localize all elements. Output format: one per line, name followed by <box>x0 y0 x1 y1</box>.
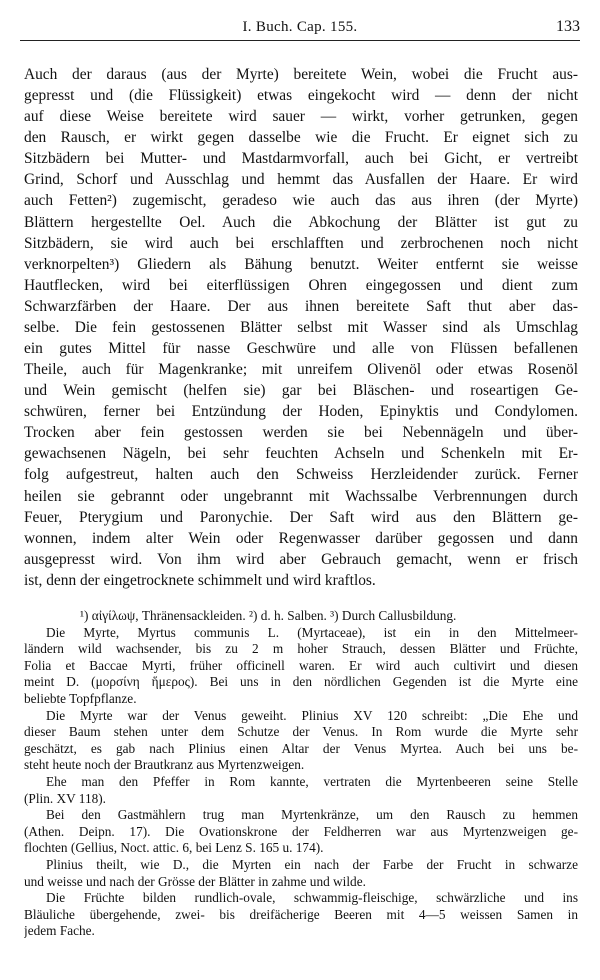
text-line: heilen sie gebrannt oder ungebrannt mit Wachssalbe Verbrennungen durch <box>24 487 578 505</box>
text-line: Trocken aber fein gestossen werden sie bei Nebennägeln und über- <box>24 424 578 442</box>
page-header <box>20 14 580 41</box>
footnotes: ¹) αἰγίλωψ, Thränensackleiden. ²) d. h. Salben. ³) Durch Callusbildung. <box>80 608 457 623</box>
commentary-line: Bei den Gastmählern trug man Myrtenkränze, um den Rausch zu hemmen <box>46 807 578 823</box>
text-line: gewachsenen Nägeln, bei sehr feuchten Achseln und Schenkeln mit Er- <box>24 445 578 463</box>
text-line: Feuer, Pterygium und Paronychie. Der Saft wird aus den Blättern ge- <box>24 508 578 526</box>
text-line: verknorpelten³) Gliedern als Bähung benutzt. Weiter entfernt sie weisse <box>24 255 578 273</box>
page-number: 133 <box>556 18 580 35</box>
text-line: schwüren, ferner bei Entzündung der Hoden, Epinyktis und Condylomen. <box>24 403 578 421</box>
commentary-line: Folia et Baccae Myrti, früher officinell waren. Er wird auch cultivirt und diesen <box>24 657 578 673</box>
commentary-line: flochten (Gellius, Noct. attic. 6, bei Lenz S. 165 u. 174). <box>24 840 324 856</box>
text-line: Theile, auch für Magenkranke; mit unreifem Olivenöl oder etwas Rosenöl <box>24 361 578 379</box>
commentary-line: Die Myrte, Myrtus communis L. (Myrtaceae), ist ein in den Mittelmeer- <box>46 624 578 640</box>
commentary-line: geschätzt, es gab nach Plinius einen Altar der Venus Myrtea. Auch bei uns be- <box>24 740 578 756</box>
text-line: auch Fetten²) zugemischt, geradeso wie auch das aus ihren (der Myrte) <box>24 192 578 210</box>
text-line: Schwarzfärben der Haare. Der aus ihnen bereitete Saft thut aber das- <box>24 297 578 315</box>
commentary-line: meint D. (μορσίνη ἥμερος). Bei uns in den nördlichen Gegenden ist die Myrte eine <box>24 674 578 690</box>
commentary-line: Plinius theilt, wie D., die Myrten ein nach der Farbe der Frucht in schwarze <box>46 856 578 872</box>
main-text <box>24 64 578 591</box>
running-head: I. Buch. Cap. 155. <box>242 19 358 35</box>
text-line: auf diese Weise bereitete wird sauer — wirkt, vorher getrunken, gegen <box>24 108 578 126</box>
text-line: ein gutes Mittel für nasse Geschwüre und alle von Flüssen befallenen <box>24 340 578 358</box>
text-line: folg aufgestreut, halten auch den Schweiss Herzleidender zurück. Ferner <box>24 466 578 484</box>
text-line: Sitzbädern bei Mutter- und Mastdarmvorfall, auch bei Gicht, er vertreibt <box>24 150 578 168</box>
text-line: ist, denn der eingetrocknete schimmelt und wird kraftlos. <box>24 571 376 589</box>
text-line: wonnen, indem alter Wein oder Regenwasser darüber gegossen und dann <box>24 529 578 547</box>
text-line: den Rausch, er wirkt gegen dasselbe wie die Frucht. Er eignet sich zu <box>24 129 578 147</box>
commentary-line: und weisse und nach der Grösse der Blätter in zahme und wilde. <box>24 873 366 889</box>
notes-section <box>24 608 578 940</box>
text-line: Grind, Schorf und Ausschlag und hemmt das Ausfallen der Haare. Er wird <box>24 171 578 189</box>
commentary-line: Bläuliche übergehende, zwei- bis dreifächerige Beeren mit 4—5 weissen Samen in <box>24 906 578 922</box>
commentary-line: steht heute noch der Brautkranz aus Myrtenzweigen. <box>24 757 305 773</box>
commentary-line: Die Myrte war der Venus geweiht. Plinius XV 120 schreibt: „Die Ehe und <box>46 707 578 723</box>
commentary-line: Ehe man den Pfeffer in Rom kannte, vertraten die Myrtenbeeren seine Stelle <box>46 773 578 789</box>
text-line: gepresst und (die Flüssigkeit) etwas eingekocht wird — denn der nicht <box>24 87 578 105</box>
text-line: Auch der daraus (aus der Myrte) bereitete Wein, wobei die Frucht aus- <box>24 66 578 83</box>
text-line: ausgepresst wird. Von ihm wird aber Gebrauch gemacht, wenn er frisch <box>24 550 578 568</box>
text-line: und Wein gemischt (helfen sie) gar bei Bläschen- und roseartigen Ge- <box>24 382 578 400</box>
commentary-line: Die Früchte bilden rundlich-ovale, schwammig-fleischige, schwärzliche und ins <box>46 890 578 906</box>
commentary-line: (Plin. XV 118). <box>24 790 107 806</box>
commentary-line: dieser Baum stehen unter dem Schutze der Venus. In Rom wurde die Myrte sehr <box>24 724 578 740</box>
commentary-line: jedem Fache. <box>24 923 95 939</box>
commentary-line: (Athen. Deipn. 17). Die Ovationskrone der Feldherren war aus Myrtenzweigen ge- <box>24 823 578 839</box>
text-line: Hautflecken, wird bei eiterflüssigen Ohren eingegossen und dient zum <box>24 276 578 294</box>
commentary-line: ländern wild wachsender, bis zu 2 m hoher Strauch, dessen Blätter und Früchte, <box>24 641 578 657</box>
text-line: Sitzbädern, sie wird auch bei erschlafften und zerbrochenen noch nicht <box>24 234 578 252</box>
text-line: selbe. Die fein gestossenen Blätter selbst mit Wasser sind als Umschlag <box>24 318 578 336</box>
text-line: Blättern hergestellte Oel. Auch die Abkochung der Blätter ist gut zu <box>24 213 578 231</box>
commentary-line: beliebte Topfpflanze. <box>24 690 137 706</box>
